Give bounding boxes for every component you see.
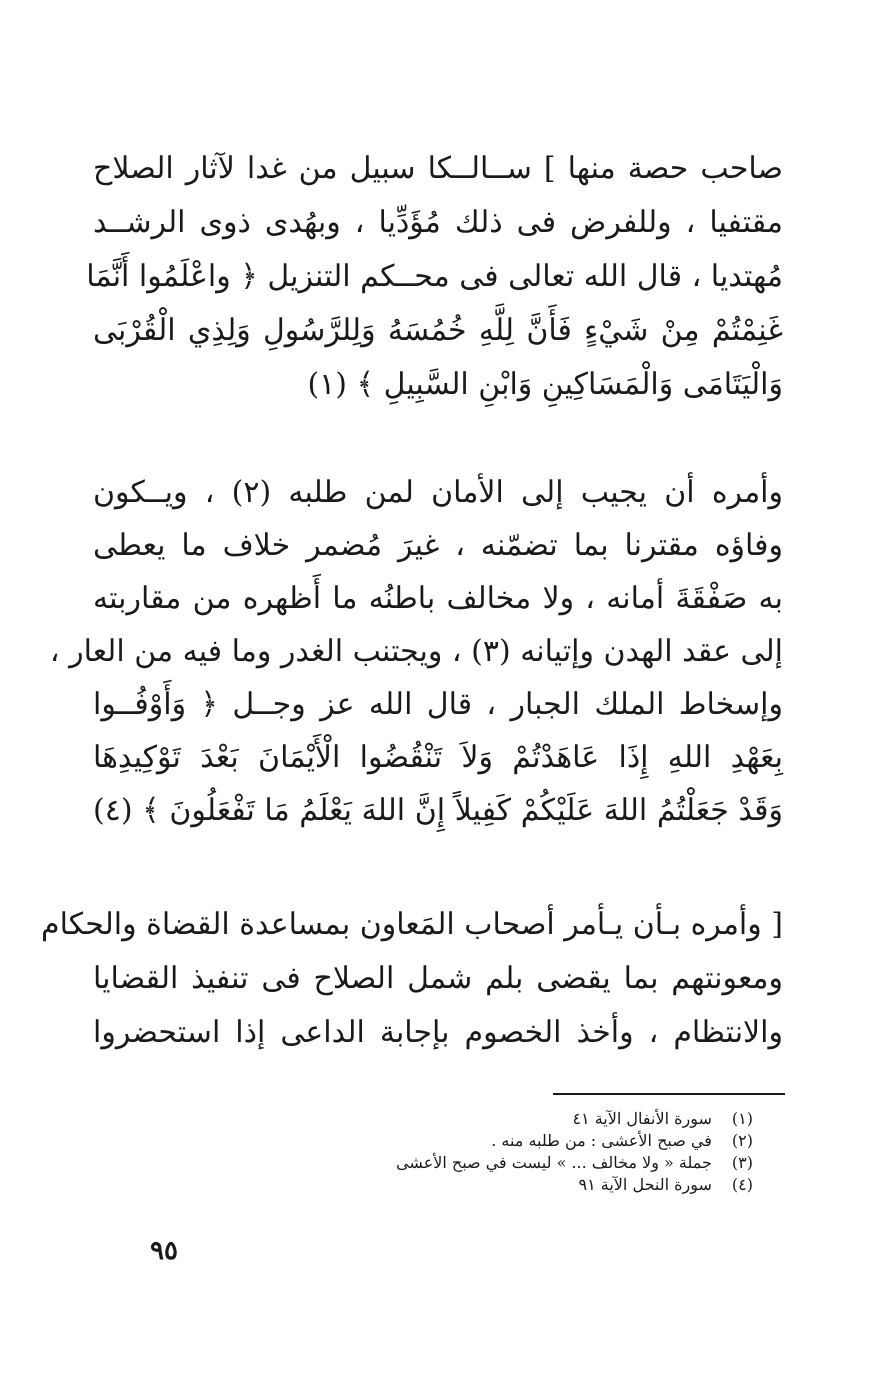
footnote-text: في صبح الأعشى : من طلبه منه . bbox=[491, 1131, 712, 1150]
text-line: وإسخاط الملك الجبار ، قال الله عز وجــل ﴿ وَأَوْفُــوا bbox=[93, 687, 783, 722]
footnote-text: جملة « ولا مخالف ... » ليست في صبح الأعشى bbox=[396, 1153, 712, 1172]
footnote-3 bbox=[333, 1152, 753, 1174]
paragraph-3 bbox=[41, 898, 783, 1060]
text-line: بِعَهْدِ اللهِ إِذَا عَاهَدْتُمْ وَلاَ تَنْقُضُوا الْأَيْمَانَ بَعْدَ تَوْكِيدِهَا bbox=[93, 740, 783, 775]
text-line: وفاؤه مقترنا بما تضمّنه ، غيرَ مُضمر خلاف ما يعطى bbox=[93, 528, 783, 563]
page-number: ٩٥ bbox=[150, 1236, 178, 1266]
text-line: وَالْيَتَامَى وَالْمَسَاكِينِ وَابْنِ السَّبِيلِ ﴾ (١) bbox=[307, 367, 783, 402]
footnote-number: (٣) bbox=[731, 1153, 753, 1172]
text-line: [ وأمره بـأن يـأمر أصحاب المَعاون بمساعدة القضاة والحكام bbox=[41, 907, 783, 942]
text-line: وأمره أن يجيب إلى الأمان لمن طلبه (٢) ، ويــكون bbox=[93, 475, 783, 510]
text-line: ومعونتهم بما يقضى بلم شمل الصلاح فى تنفيذ القضايا bbox=[93, 961, 783, 996]
footnote-1 bbox=[333, 1108, 753, 1130]
text-line: صاحب حصة منها ] ســالــكا سبيل من غدا لآثار الصلاح bbox=[93, 151, 783, 186]
footnote-number: (١) bbox=[731, 1109, 753, 1128]
footnote-4 bbox=[333, 1174, 753, 1196]
footnote-number: (٢) bbox=[731, 1131, 753, 1150]
text-line: مقتفيا ، وللفرض فى ذلك مُؤَدِّيا ، وبهُدى ذوى الرشــد bbox=[93, 205, 783, 240]
text-line: غَنِمْتُمْ مِنْ شَيْءٍ فَأَنَّ لِلَّهِ خُمُسَهُ وَلِلرَّسُولِ وَلِذِي الْقُرْبَى bbox=[93, 313, 783, 348]
footnote-text: سورة النحل الآية ٩١ bbox=[578, 1175, 712, 1194]
paragraph-2 bbox=[49, 466, 783, 837]
footnote-number: (٤) bbox=[731, 1175, 753, 1194]
footnote-divider bbox=[553, 1093, 785, 1095]
text-line: والانتظام ، وأخذ الخصوم بإجابة الداعى إذا استحضروا bbox=[93, 1015, 783, 1050]
text-line: وَقَدْ جَعَلْتُمُ اللهَ عَلَيْكُمْ كَفِيلاً إِنَّ اللهَ يَعْلَمُ مَا تَفْعَلُونَ ﴾ (٤) bbox=[93, 793, 783, 828]
footnotes bbox=[333, 1108, 753, 1196]
paragraph-1 bbox=[86, 142, 783, 412]
footnote-text: سورة الأنفال الآية ٤١ bbox=[572, 1109, 712, 1128]
text-line: به صَفْقَةَ أمانه ، ولا مخالف باطنُه ما أَظهره من مقاربته bbox=[93, 581, 783, 616]
footnote-2 bbox=[333, 1130, 753, 1152]
text-line: مُهتديا ، قال الله تعالى فى محــكم التنزيل ﴿ واعْلَمُوا أَنَّمَا bbox=[86, 259, 783, 294]
text-line: إلى عقد الهدن وإتيانه (٣) ، ويجتنب الغدر وما فيه من العار ، bbox=[49, 634, 783, 669]
